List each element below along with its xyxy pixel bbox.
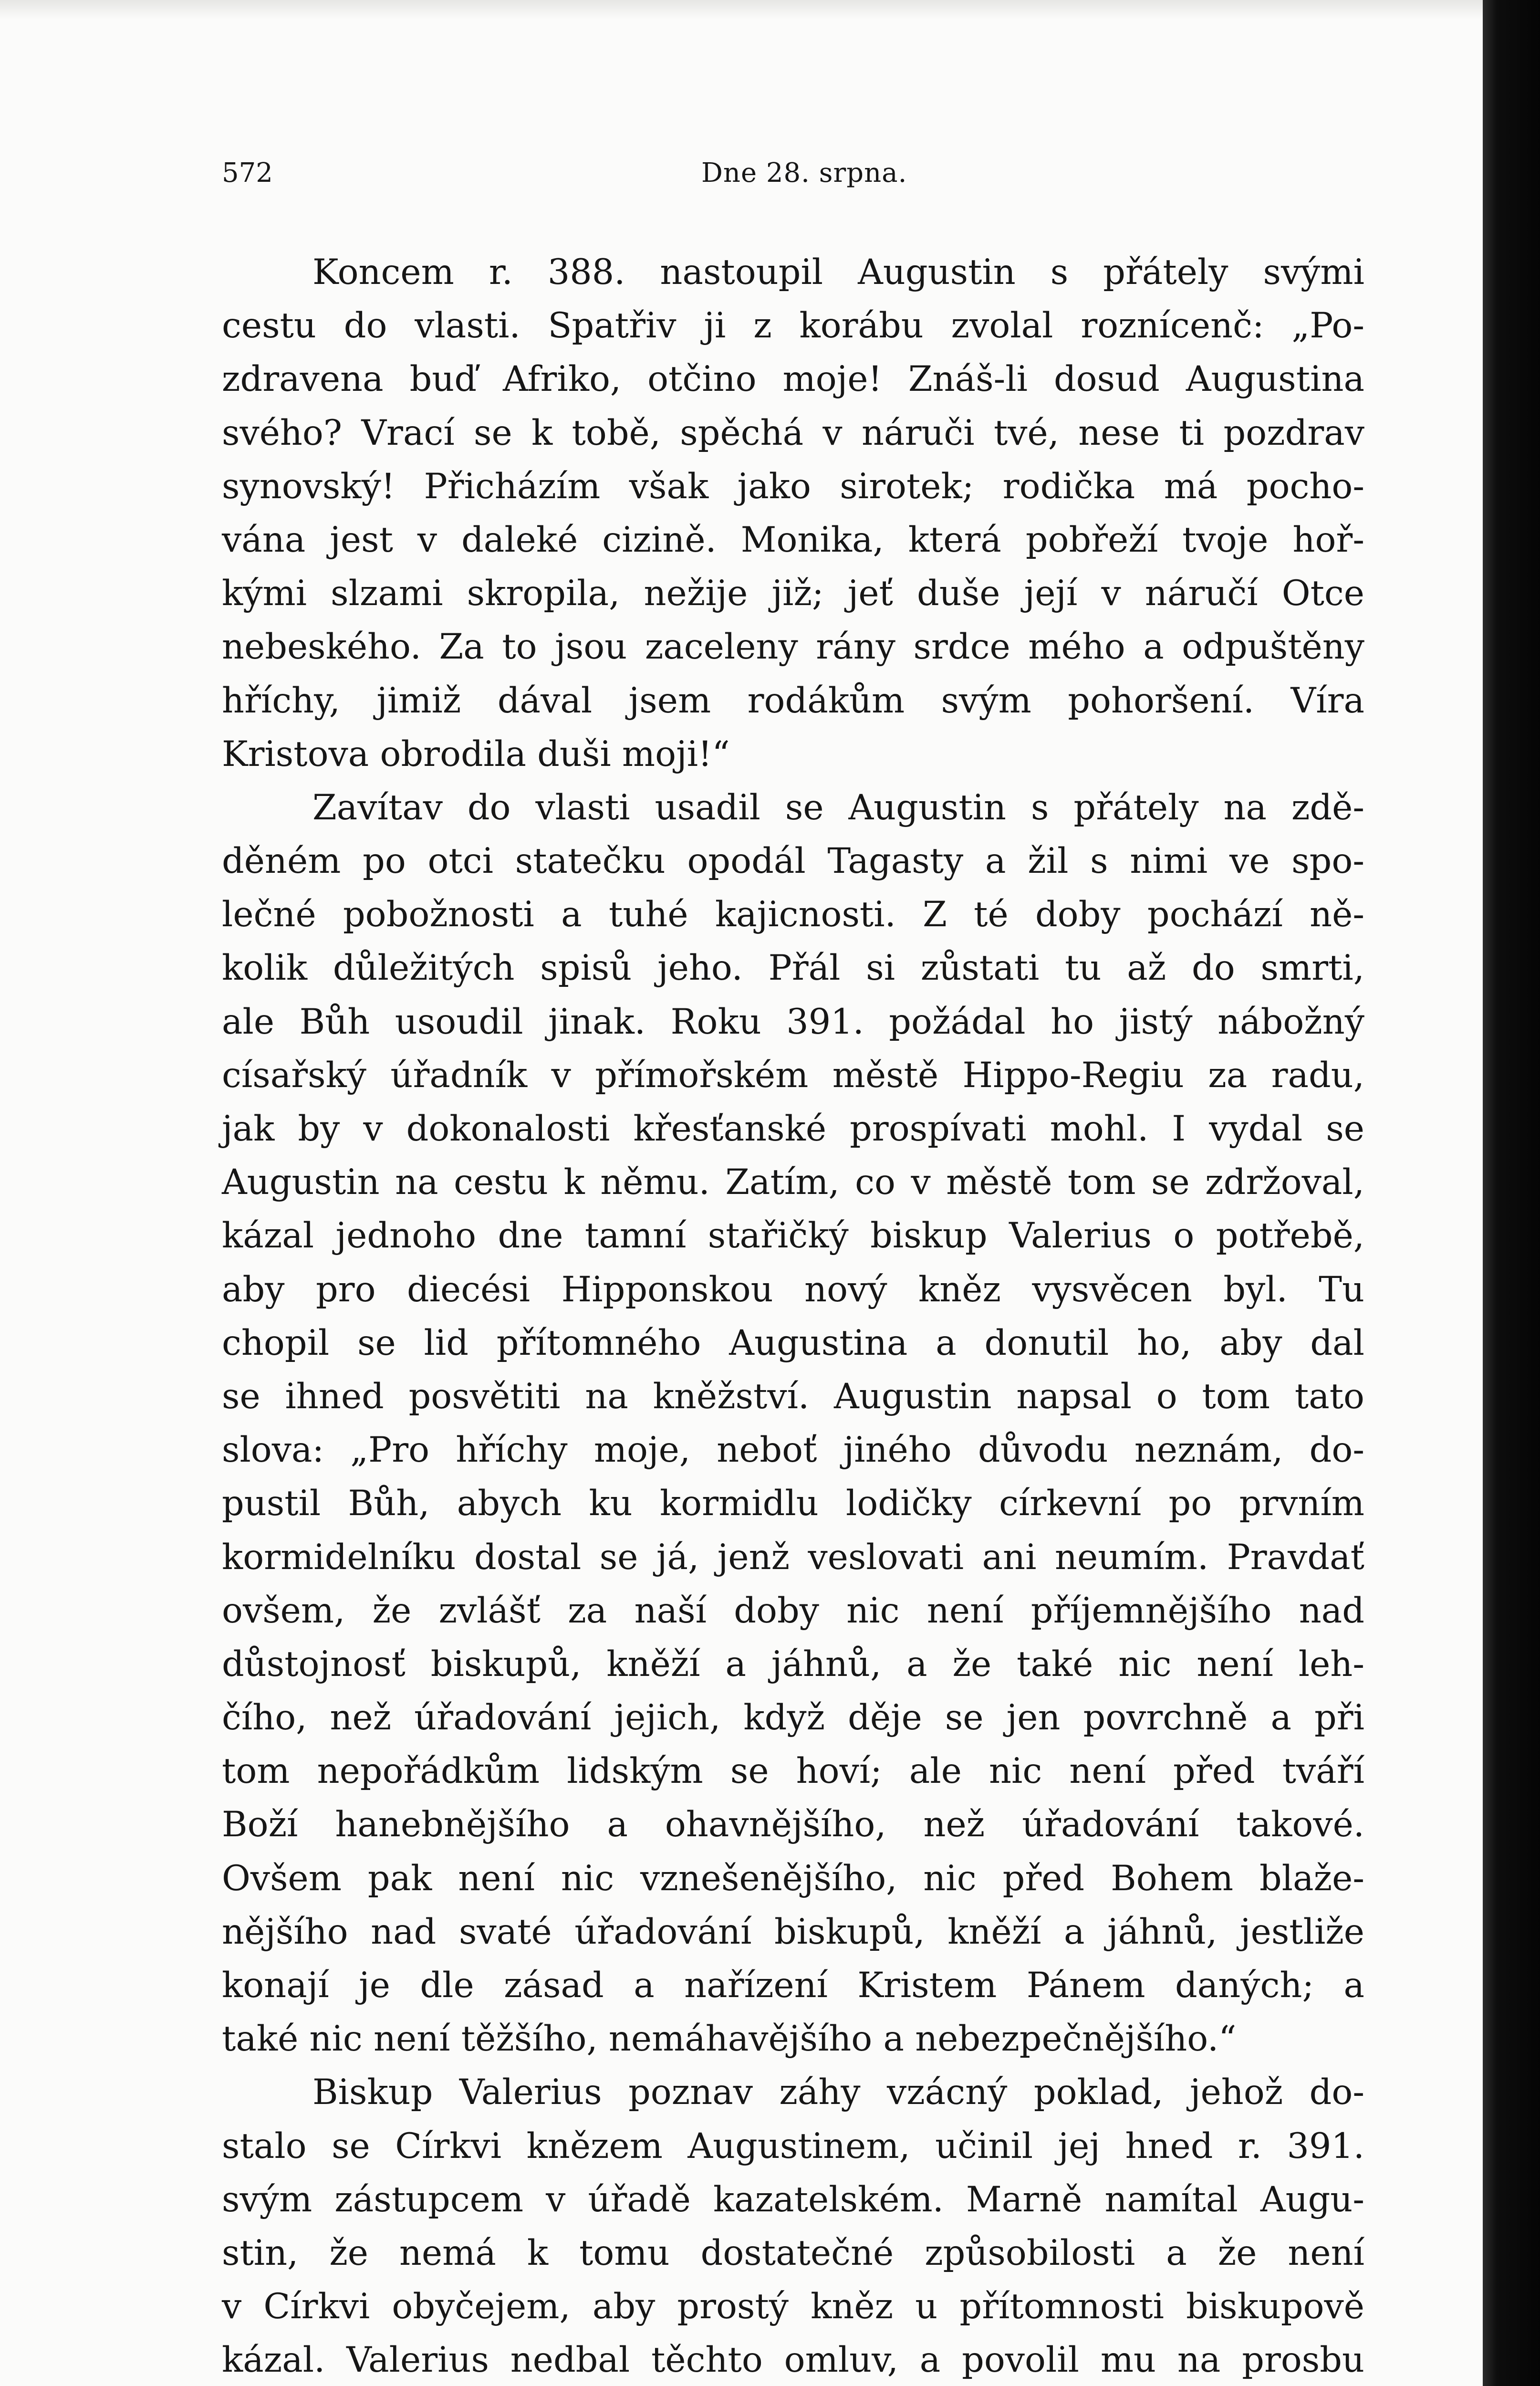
text-line: aby pro diecési Hipponskou nový kněz vysvěcen byl. Tu: [222, 1269, 1364, 1310]
text-line: císařský úřadník v přímořském městě Hippo-Regiu za radu,: [222, 1055, 1364, 1096]
text-line: kázal jednoho dne tamní stařičký biskup Valerius o potřebě,: [222, 1215, 1364, 1256]
text-line: jak by v dokonalosti křesťanské prospívati mohl. I vydal se: [222, 1109, 1364, 1149]
paragraph: [222, 2066, 1364, 2386]
text-line: slova: „Pro hříchy moje, neboť jiného důvodu neznám, do-: [222, 1430, 1364, 1471]
text-line: ale Bůh usoudil jinak. Roku 391. požádal ho jistý nábožný: [222, 1001, 1364, 1042]
text-line: Koncem r. 388. nastoupil Augustin s přátely svými: [312, 252, 1364, 293]
text-line: se ihned posvětiti na kněžství. Augustin napsal o tom tato: [222, 1376, 1364, 1417]
text-line: děném po otci statečku opodál Tagasty a žil s nimi ve spo-: [222, 841, 1364, 882]
text-line: ovšem, že zvlášť za naší doby nic není příjemnějšího nad: [222, 1590, 1364, 1631]
text-line: kázal. Valerius nedbal těchto omluv, a povolil mu na prosbu: [222, 2340, 1364, 2381]
text-line: nebeského. Za to jsou zaceleny rány srdce mého a odpuštěny: [222, 627, 1364, 668]
text-line: Ovšem pak není nic vznešenějšího, nic před Bohem blaže-: [222, 1858, 1364, 1899]
text-line: pustil Bůh, abych ku kormidlu lodičky církevní po prvním: [222, 1483, 1364, 1524]
running-title: Dne 28. srpna.: [701, 157, 907, 188]
text-line: Biskup Valerius poznav záhy vzácný poklad, jehož do-: [312, 2072, 1364, 2113]
scan-right-edge: [1483, 0, 1540, 2386]
text-line: synovský! Přicházím však jako sirotek; rodička má pocho-: [222, 466, 1364, 507]
page-number: 572: [222, 157, 273, 188]
text-line: stalo se Církvi knězem Augustinem, učinil jej hned r. 391.: [222, 2125, 1364, 2166]
text-line: konají je dle zásad a nařízení Kristem Pánem daných; a: [222, 1965, 1364, 2006]
book-page: [222, 157, 1364, 2386]
text-line: stin, že nemá k tomu dostatečné způsobilosti a že není: [222, 2232, 1364, 2273]
text-line: kormidelníku dostal se já, jenž veslovati ani neumím. Pravdať: [222, 1537, 1364, 1578]
text-line: tom nepořádkům lidským se hoví; ale nic není před tváří: [222, 1751, 1364, 1792]
paragraph: [222, 781, 1364, 2066]
body-text: [222, 246, 1364, 2386]
text-line: Boží hanebnějšího a ohavnějšího, než úřadování takové.: [222, 1804, 1364, 1845]
text-line: vána jest v daleké cizině. Monika, která pobřeží tvoje hoř-: [222, 519, 1364, 560]
text-line: zdravena buď Afriko, otčino moje! Znáš-li dosud Augustina: [222, 359, 1364, 400]
text-line: v Církvi obyčejem, aby prostý kněz u přítomnosti biskupově: [222, 2286, 1364, 2327]
text-line: hříchy, jimiž dával jsem rodákům svým pohoršení. Víra: [222, 680, 1364, 721]
scan-top-shadow: [0, 0, 1484, 19]
text-line: také nic není těžšího, nemáhavějšího a nebezpečnějšího.“: [222, 2019, 1237, 2060]
page-header: [222, 157, 1364, 200]
text-line: cestu do vlasti. Spatřiv ji z korábu zvolal roznícenč: „Po-: [222, 305, 1364, 346]
text-line: Zavítav do vlasti usadil se Augustin s přátely na zdě-: [312, 787, 1364, 828]
text-line: Augustin na cestu k němu. Zatím, co v městě tom se zdržoval,: [222, 1162, 1364, 1203]
text-line: svým zástupcem v úřadě kazatelském. Marně namítal Augu-: [222, 2179, 1364, 2220]
text-line: čího, než úřadování jejich, když děje se jen povrchně a při: [222, 1697, 1364, 1738]
text-line: lečné pobožnosti a tuhé kajicnosti. Z té doby pochází ně-: [222, 894, 1364, 935]
text-line: kolik důležitých spisů jeho. Přál si zůstati tu až do smrti,: [222, 948, 1364, 989]
text-line: Kristova obrodila duši moji!“: [222, 733, 730, 774]
text-line: důstojnosť biskupů, kněží a jáhnů, a že také nic není leh-: [222, 1643, 1364, 1685]
text-line: chopil se lid přítomného Augustina a donutil ho, aby dal: [222, 1322, 1364, 1363]
text-line: nějšího nad svaté úřadování biskupů, kněží a jáhnů, jestliže: [222, 1911, 1364, 1952]
paragraph: [222, 246, 1364, 781]
text-line: kými slzami skropila, nežije již; jeť duše její v náručí Otce: [222, 573, 1364, 614]
text-line: svého? Vrací se k tobě, spěchá v náruči tvé, nese ti pozdrav: [222, 412, 1364, 453]
